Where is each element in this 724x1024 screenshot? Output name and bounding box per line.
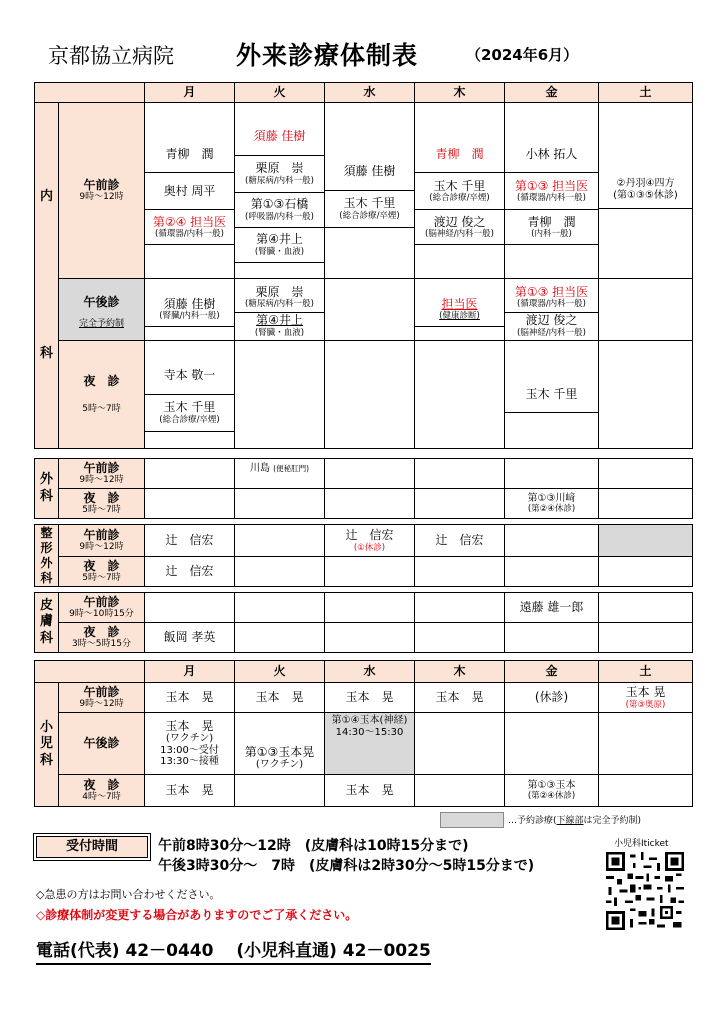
- cell-derm-am-wed: [325, 593, 415, 623]
- cell-derm-am-tue: [235, 593, 325, 623]
- slot-derm-morning: 午前診 9時～10時15分: [59, 593, 145, 623]
- cell-peds-am-sat: 玉本 晃 (第③奥原): [599, 683, 693, 713]
- slot-internal-morning: 午前診 9時～12時: [59, 103, 145, 279]
- cell-peds-pm-tue: 第①③玉本晃 (ワクチン): [235, 713, 325, 775]
- dermatology-table: [34, 592, 693, 653]
- slot-peds-morning: 午前診 9時～12時: [59, 683, 145, 713]
- cell-peds-eve-thu: [415, 775, 505, 807]
- slot-peds-afternoon: 午後診: [59, 713, 145, 775]
- cell-ortho-am-sat: [599, 525, 693, 557]
- cell-internal-eve-tue: [235, 341, 325, 449]
- day-thu: 木: [415, 83, 505, 103]
- cell-surgery-am-thu: [415, 459, 505, 489]
- slot-peds-evening: 夜 診 4時～7時: [59, 775, 145, 807]
- reception-hours-pm: 午後3時30分～ 7時 (皮膚科は2時30分～5時15分まで): [158, 858, 535, 874]
- qr-label: 小児科Iticket: [614, 839, 669, 849]
- dept-orthopedics: 整 形 外 科: [35, 525, 59, 587]
- cell-internal-pm-tue: 栗原 崇 (糖尿病/内科一般) 第④井上 (腎臓・血液): [235, 279, 325, 341]
- cell-ortho-am-fri: [505, 525, 599, 557]
- cell-surgery-eve-fri: 第①③川﨑 (第②④休診): [505, 489, 599, 519]
- slot-derm-evening: 夜 診 3時～5時15分: [59, 623, 145, 653]
- cell-internal-am-wed: 須藤 佳樹 玉木 千里 (総合診療/卒煙): [325, 103, 415, 279]
- cell-surgery-eve-tue: [235, 489, 325, 519]
- cell-ortho-am-wed: 辻 信宏 (①休診): [325, 525, 415, 557]
- day-tue: 火: [235, 83, 325, 103]
- reception-hours-am: 午前8時30分～12時 (皮膚科は10時15分まで): [158, 838, 469, 854]
- cell-derm-eve-thu: [415, 623, 505, 653]
- ped-day-thu: 木: [415, 661, 505, 683]
- ped-day-tue: 火: [235, 661, 325, 683]
- cell-internal-am-sat: ②丹羽④四方 (第①③⑤休診): [599, 103, 693, 279]
- cell-peds-eve-fri: 第①③玉本 (第②④休診): [505, 775, 599, 807]
- qr-code-icon[interactable]: [606, 852, 684, 930]
- cell-peds-am-mon: 玉本 晃: [145, 683, 235, 713]
- cell-ortho-am-tue: [235, 525, 325, 557]
- page-title: 外来診療体制表: [236, 41, 419, 70]
- day-wed: 水: [325, 83, 415, 103]
- ped-day-fri: 金: [505, 661, 599, 683]
- day-sat: 土: [599, 83, 693, 103]
- cell-derm-am-sat: [599, 593, 693, 623]
- cell-surgery-am-sat: [599, 459, 693, 489]
- cell-peds-pm-sat: [599, 713, 693, 775]
- cell-peds-pm-mon: 玉本 晃 (ワクチン) 13:00～受付 13:30～接種: [145, 713, 235, 775]
- cell-ortho-eve-sat: [599, 557, 693, 587]
- cell-peds-eve-mon: 玉本 晃: [145, 775, 235, 807]
- surgery-table: [34, 458, 693, 519]
- slot-surgery-morning: 午前診 9時～12時: [59, 459, 145, 489]
- dept-surgery: 外 科: [35, 459, 59, 519]
- ped-day-sat: 土: [599, 661, 693, 683]
- cell-internal-eve-mon: 寺本 敬一 玉木 千里 (総合診療/卒煙): [145, 341, 235, 449]
- cell-internal-am-mon: 青柳 潤 奥村 周平 第②④ 担当医 (循環器/内科一般): [145, 103, 235, 279]
- slot-internal-evening: 夜 診 5時～7時: [59, 341, 145, 449]
- cell-internal-am-tue: 須藤 佳樹 栗原 崇 (糖尿病/内科一般) 第①③石橋 (呼吸器/内科一般) 第④井上 (腎臓・血液): [235, 103, 325, 279]
- cell-surgery-eve-wed: [325, 489, 415, 519]
- emergency-note: ◇急患の方はお問い合わせください。: [36, 888, 221, 901]
- pediatrics-table: [34, 660, 693, 807]
- cell-surgery-am-wed: [325, 459, 415, 489]
- slot-internal-afternoon: 午後診 完全予約制: [59, 279, 145, 341]
- cell-surgery-eve-sat: [599, 489, 693, 519]
- dept-dermatology: 皮 膚 科: [35, 593, 59, 653]
- cell-peds-eve-wed: 玉本 晃: [325, 775, 415, 807]
- cell-ortho-eve-fri: [505, 557, 599, 587]
- cell-internal-pm-wed: [325, 279, 415, 341]
- month-label: （2024年6月）: [466, 46, 579, 64]
- cell-ortho-eve-mon: 辻 信宏: [145, 557, 235, 587]
- day-fri: 金: [505, 83, 599, 103]
- cell-peds-am-fri: (休診): [505, 683, 599, 713]
- schedule-change-note: ◇診療体制が変更する場合がありますのでご了承ください。: [36, 908, 358, 922]
- cell-surgery-eve-mon: [145, 489, 235, 519]
- cell-peds-am-tue: 玉本 晃: [235, 683, 325, 713]
- cell-derm-am-thu: [415, 593, 505, 623]
- slot-surgery-evening: 夜 診 5時～7時: [59, 489, 145, 519]
- cell-surgery-am-fri: [505, 459, 599, 489]
- cell-peds-eve-sat: [599, 775, 693, 807]
- cell-peds-pm-thu: [415, 713, 505, 775]
- cell-internal-pm-thu: 担当医 (健康診断): [415, 279, 505, 341]
- cell-internal-pm-sat: [599, 279, 693, 341]
- cell-ortho-eve-wed: [325, 557, 415, 587]
- dept-pediatrics: 小 児 科: [35, 683, 59, 807]
- cell-internal-eve-wed: [325, 341, 415, 449]
- cell-derm-am-mon: [145, 593, 235, 623]
- hospital-name: 京都協立病院: [48, 44, 174, 68]
- cell-surgery-eve-thu: [415, 489, 505, 519]
- cell-derm-eve-sat: [599, 623, 693, 653]
- day-mon: 月: [145, 83, 235, 103]
- phone-numbers: 電話(代表) 42－0440 (小児科直通) 42－0025: [36, 936, 431, 965]
- cell-derm-eve-tue: [235, 623, 325, 653]
- cell-peds-pm-fri: [505, 713, 599, 775]
- cell-peds-pm-wed: 第①④玉本(神経) 14:30～15:30: [325, 713, 415, 775]
- cell-ortho-am-thu: 辻 信宏: [415, 525, 505, 557]
- cell-derm-eve-wed: [325, 623, 415, 653]
- cell-internal-eve-thu: [415, 341, 505, 449]
- cell-ortho-eve-thu: [415, 557, 505, 587]
- cell-internal-pm-mon: 須藤 佳樹 (腎臓/内科一般): [145, 279, 235, 341]
- cell-peds-am-thu: 玉本 晃: [415, 683, 505, 713]
- legend-text: …予約診療(下線部は完全予約制): [508, 816, 642, 826]
- reception-label: 受付時間: [36, 836, 148, 858]
- cell-ortho-am-mon: 辻 信宏: [145, 525, 235, 557]
- cell-internal-pm-fri: 第①③ 担当医 (循環器/内科一般) 渡辺 俊之 (脳神経/内科一般): [505, 279, 599, 341]
- ped-day-wed: 水: [325, 661, 415, 683]
- cell-internal-eve-sat: [599, 341, 693, 449]
- cell-derm-eve-mon: 飯岡 孝英: [145, 623, 235, 653]
- cell-derm-am-fri: 遠藤 雄一郎: [505, 593, 599, 623]
- orthopedics-table: [34, 524, 693, 587]
- slot-ortho-morning: 午前診 9時～12時: [59, 525, 145, 557]
- ped-day-mon: 月: [145, 661, 235, 683]
- cell-surgery-am-mon: [145, 459, 235, 489]
- legend-swatch: [440, 812, 504, 828]
- cell-internal-am-fri: 小林 拓人 第①③ 担当医 (循環器/内科一般) 青柳 潤 (内科一般): [505, 103, 599, 279]
- cell-derm-eve-fri: [505, 623, 599, 653]
- internal-medicine-table: [34, 82, 693, 449]
- cell-peds-eve-tue: [235, 775, 325, 807]
- cell-internal-am-thu: 青柳 潤 玉木 千里 (総合診療/卒煙) 渡辺 俊之 (脳神経/内科一般): [415, 103, 505, 279]
- slot-ortho-evening: 夜 診 5時～7時: [59, 557, 145, 587]
- cell-internal-eve-fri: 玉木 千里: [505, 341, 599, 449]
- cell-ortho-eve-tue: [235, 557, 325, 587]
- dept-internal: 内 科: [35, 103, 59, 449]
- cell-peds-am-wed: 玉本 晃: [325, 683, 415, 713]
- cell-surgery-am-tue: 川島 (便秘肛門): [235, 459, 325, 489]
